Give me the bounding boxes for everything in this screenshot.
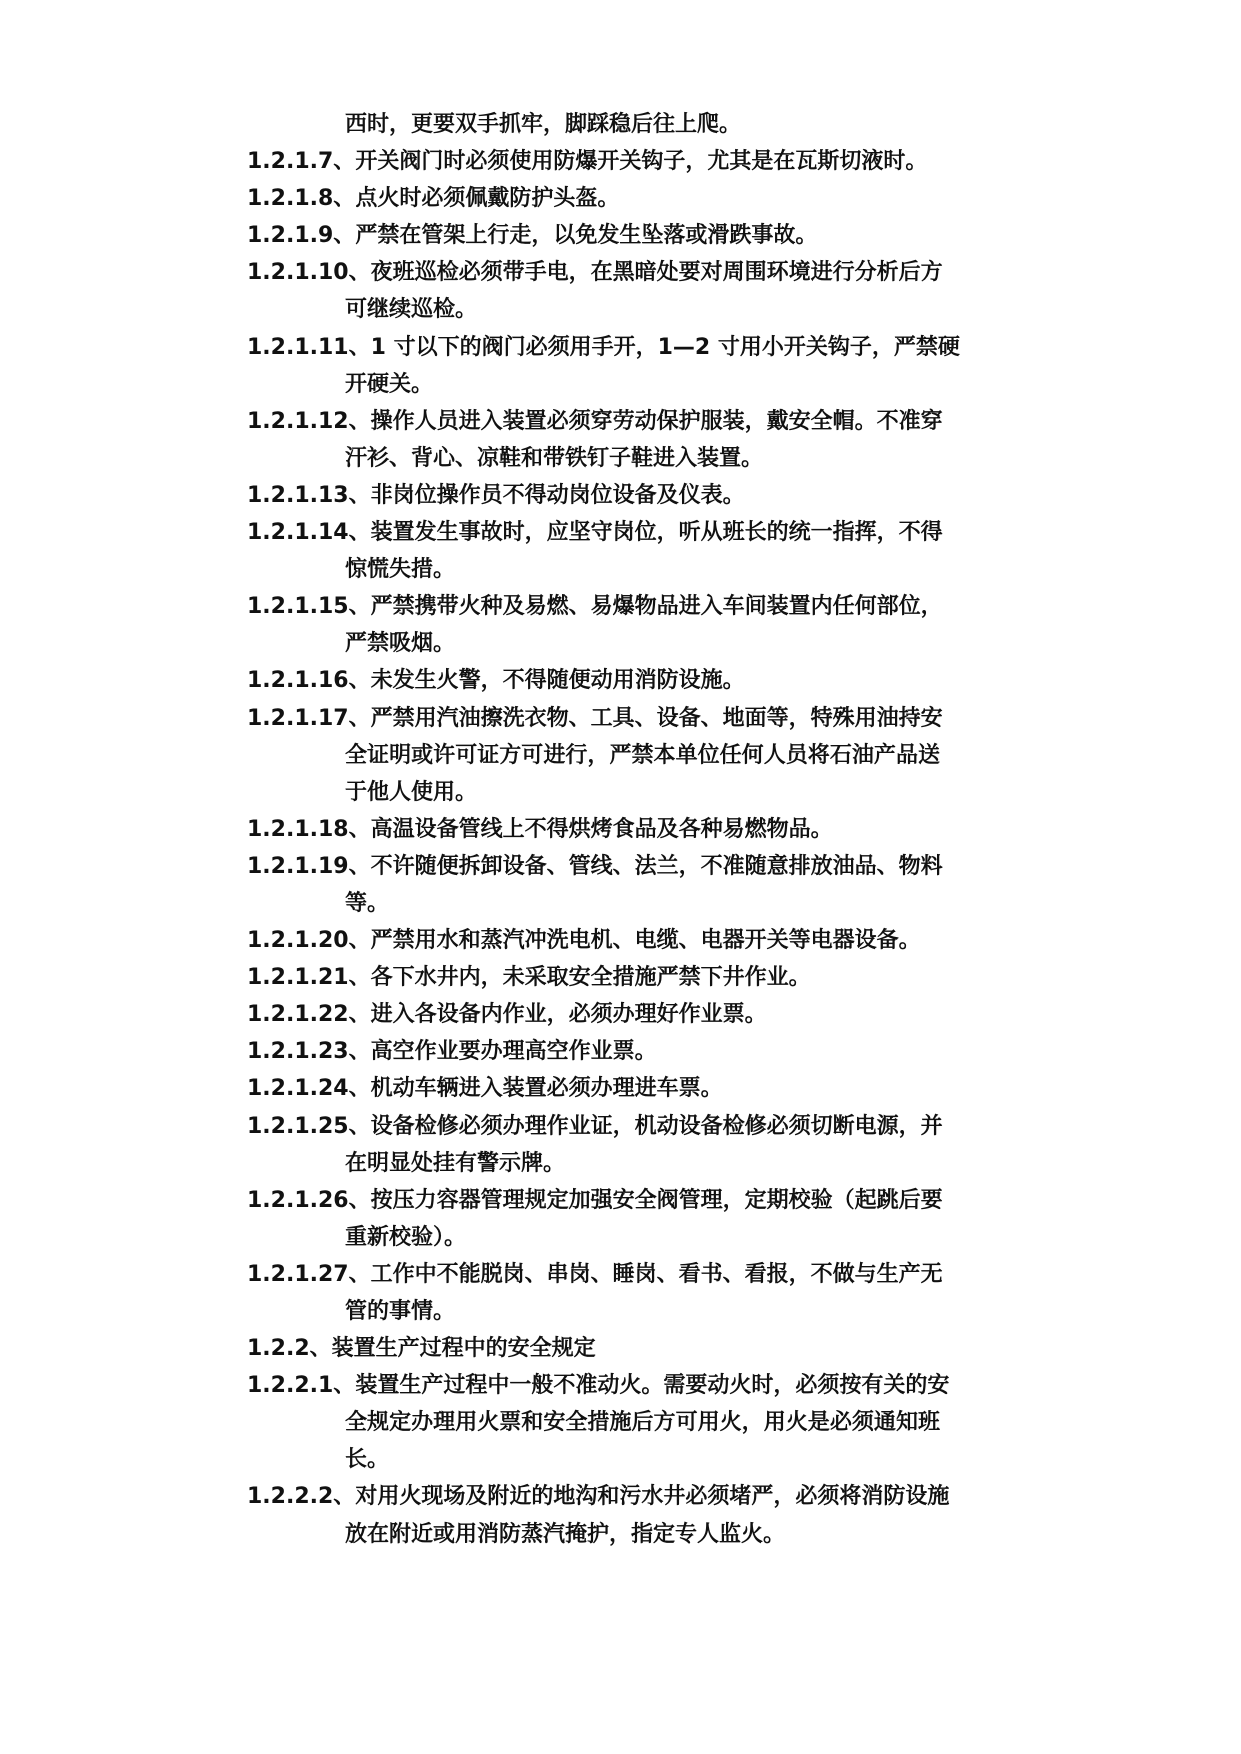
list-item xyxy=(0,848,1241,922)
item-first-line xyxy=(247,700,943,737)
item-first-line xyxy=(247,329,960,366)
item-text: 开关阀门时必须使用防爆开关钩子，尤其是在瓦斯切液时。 xyxy=(355,149,928,175)
item-text: 工作中不能脱岗、串岗、睡岗、看书、看报，不做与生产无 xyxy=(370,1261,943,1287)
item-text: 严禁用汽油擦洗衣物、工具、设备、地面等，特殊用油持安 xyxy=(370,705,943,731)
item-text: 对用火现场及附近的地沟和污水井必须堵严，必须将消防设施 xyxy=(355,1484,950,1510)
item-first-line xyxy=(247,477,940,514)
item-first-line xyxy=(247,811,940,848)
document-body xyxy=(0,106,1241,1553)
list-item xyxy=(0,1182,1241,1256)
item-number: 1.2.1.25、 xyxy=(247,1113,371,1139)
item-first-line xyxy=(247,403,943,440)
item-continuation-line xyxy=(345,737,940,774)
list-item xyxy=(0,1256,1241,1330)
item-first-line xyxy=(247,1033,940,1070)
item-number: 1.2.1.27、 xyxy=(247,1261,371,1287)
item-text: 装置生产过程中一般不准动火。需要动火时，必须按有关的安 xyxy=(355,1373,950,1399)
item-continuation-line xyxy=(345,1441,940,1478)
item-number: 1.2.1.11、 xyxy=(247,334,371,360)
list-item xyxy=(0,922,1241,959)
item-continuation-line xyxy=(345,1404,940,1441)
item-number: 1.2.1.8、 xyxy=(247,186,356,212)
item-number: 1.2.1.22、 xyxy=(247,1002,371,1028)
item-number: 1.2.1.10、 xyxy=(247,260,371,286)
item-text: 在明显处挂有警示牌。 xyxy=(345,1150,566,1176)
list-item xyxy=(0,1478,1241,1552)
list-item xyxy=(0,1330,1241,1367)
item-first-line xyxy=(247,959,940,996)
item-number: 1.2.1.9、 xyxy=(247,223,356,249)
item-number: 1.2.1.20、 xyxy=(247,928,371,954)
item-text: 非岗位操作员不得动岗位设备及仪表。 xyxy=(370,482,745,508)
item-first-line xyxy=(247,217,940,254)
item-continuation-line xyxy=(345,1219,940,1256)
item-text: 严禁用水和蒸汽冲洗电机、电缆、电器开关等电器设备。 xyxy=(370,928,921,954)
item-continuation-line xyxy=(345,366,940,403)
item-first-line xyxy=(247,996,940,1033)
item-first-line xyxy=(247,180,940,217)
list-item xyxy=(0,1108,1241,1182)
list-item xyxy=(0,996,1241,1033)
item-text: 装置生产过程中的安全规定 xyxy=(331,1336,596,1362)
item-first-line xyxy=(247,1070,940,1107)
item-continuation-line xyxy=(345,551,940,588)
item-text: 于他人使用。 xyxy=(345,779,478,805)
item-text: 操作人员进入装置必须穿劳动保护服装，戴安全帽。不准穿 xyxy=(370,408,943,434)
item-continuation-line xyxy=(345,1293,940,1330)
list-item xyxy=(0,514,1241,588)
item-text: 等。 xyxy=(345,890,390,916)
list-item xyxy=(0,143,1241,180)
item-continuation-line xyxy=(345,291,940,328)
item-number: 1.2.1.13、 xyxy=(247,482,371,508)
item-number: 1.2.1.26、 xyxy=(247,1187,371,1213)
item-text: 高空作业要办理高空作业票。 xyxy=(370,1039,657,1065)
item-text: 长。 xyxy=(345,1447,390,1473)
list-item xyxy=(0,254,1241,328)
item-first-line xyxy=(247,1367,950,1404)
list-item xyxy=(0,588,1241,662)
item-number: 1.2.1.24、 xyxy=(247,1076,371,1102)
item-text: 按压力容器管理规定加强安全阀管理，定期校验（起跳后要 xyxy=(370,1187,943,1213)
list-item xyxy=(0,1033,1241,1070)
item-first-line xyxy=(247,662,940,699)
item-text: 机动车辆进入装置必须办理进车票。 xyxy=(370,1076,723,1102)
item-first-line xyxy=(247,1256,943,1293)
item-text: 全证明或许可证方可进行，严禁本单位任何人员将石油产品送 xyxy=(345,742,940,768)
item-text: 进入各设备内作业，必须办理好作业票。 xyxy=(370,1002,767,1028)
item-text: 1 寸以下的阀门必须用手开，1—2 寸用小开关钩子，严禁硬 xyxy=(370,334,960,360)
item-number: 1.2.1.14、 xyxy=(247,520,371,546)
item-number: 1.2.2、 xyxy=(247,1336,332,1362)
item-text: 各下水井内，未采取安全措施严禁下井作业。 xyxy=(370,965,811,991)
item-first-line xyxy=(247,514,943,551)
list-item xyxy=(0,217,1241,254)
item-number: 1.2.1.7、 xyxy=(247,149,356,175)
item-text: 可继续巡检。 xyxy=(345,297,478,323)
item-number: 1.2.1.23、 xyxy=(247,1039,371,1065)
item-number: 1.2.1.21、 xyxy=(247,965,371,991)
item-number: 1.2.1.16、 xyxy=(247,668,371,694)
item-number: 1.2.2.2、 xyxy=(247,1484,356,1510)
item-first-line xyxy=(247,143,940,180)
list-item xyxy=(0,959,1241,996)
item-number: 1.2.1.12、 xyxy=(247,408,371,434)
list-item xyxy=(0,180,1241,217)
item-text: 惊慌失措。 xyxy=(345,557,456,583)
item-number: 1.2.2.1、 xyxy=(247,1373,356,1399)
item-first-line xyxy=(247,848,943,885)
item-first-line xyxy=(247,1330,940,1367)
item-text: 设备检修必须办理作业证，机动设备检修必须切断电源，并 xyxy=(370,1113,943,1139)
list-item xyxy=(0,811,1241,848)
item-number: 1.2.1.15、 xyxy=(247,594,371,620)
item-continuation-line xyxy=(345,774,940,811)
item-text: 严禁吸烟。 xyxy=(345,631,456,657)
item-text: 全规定办理用火票和安全措施后方可用火，用火是必须通知班 xyxy=(345,1410,940,1436)
item-first-line xyxy=(247,1182,943,1219)
item-text: 管的事情。 xyxy=(345,1299,456,1324)
item-first-line xyxy=(247,922,940,959)
item-text: 点火时必须佩戴防护头盔。 xyxy=(355,186,620,212)
item-text: 重新校验）。 xyxy=(345,1224,467,1250)
item-text: 装置发生事故时，应坚守岗位，听从班长的统一指挥，不得 xyxy=(370,520,943,546)
list-item xyxy=(0,403,1241,477)
item-text: 放在附近或用消防蒸汽掩护，指定专人监火。 xyxy=(345,1521,786,1547)
item-text: 夜班巡检必须带手电，在黑暗处要对周围环境进行分析后方 xyxy=(370,260,943,286)
item-continuation-line xyxy=(345,625,940,662)
item-text: 开硬关。 xyxy=(345,371,434,397)
list-item xyxy=(0,1070,1241,1107)
item-continuation-line xyxy=(345,885,940,922)
item-text: 高温设备管线上不得烘烤食品及各种易燃物品。 xyxy=(370,816,833,842)
item-number: 1.2.1.19、 xyxy=(247,853,371,879)
item-text: 严禁在管架上行走，以免发生坠落或滑跌事故。 xyxy=(355,223,818,249)
list-item xyxy=(0,477,1241,514)
item-first-line xyxy=(247,1478,950,1515)
list-item xyxy=(0,662,1241,699)
item-continuation-line xyxy=(345,440,940,477)
item-first-line xyxy=(247,254,943,291)
item-text: 严禁携带火种及易燃、易爆物品进入车间装置内任何部位， xyxy=(370,594,943,620)
carryover-line: 西时，更要双手抓牢，脚踩稳后往上爬。 xyxy=(345,112,742,137)
item-first-line xyxy=(247,588,943,625)
list-item xyxy=(0,1367,1241,1478)
item-text: 未发生火警，不得随便动用消防设施。 xyxy=(370,668,745,694)
item-text: 不许随便拆卸设备、管线、法兰，不准随意排放油品、物料 xyxy=(370,853,943,879)
item-first-line xyxy=(247,1108,943,1145)
item-text: 汗衫、背心、凉鞋和带铁钉子鞋进入装置。 xyxy=(345,445,764,471)
item-continuation-line xyxy=(345,1516,940,1553)
item-number: 1.2.1.18、 xyxy=(247,816,371,842)
list-item xyxy=(0,700,1241,811)
item-number: 1.2.1.17、 xyxy=(247,705,371,731)
list-item xyxy=(0,329,1241,403)
item-continuation-line xyxy=(345,1145,940,1182)
